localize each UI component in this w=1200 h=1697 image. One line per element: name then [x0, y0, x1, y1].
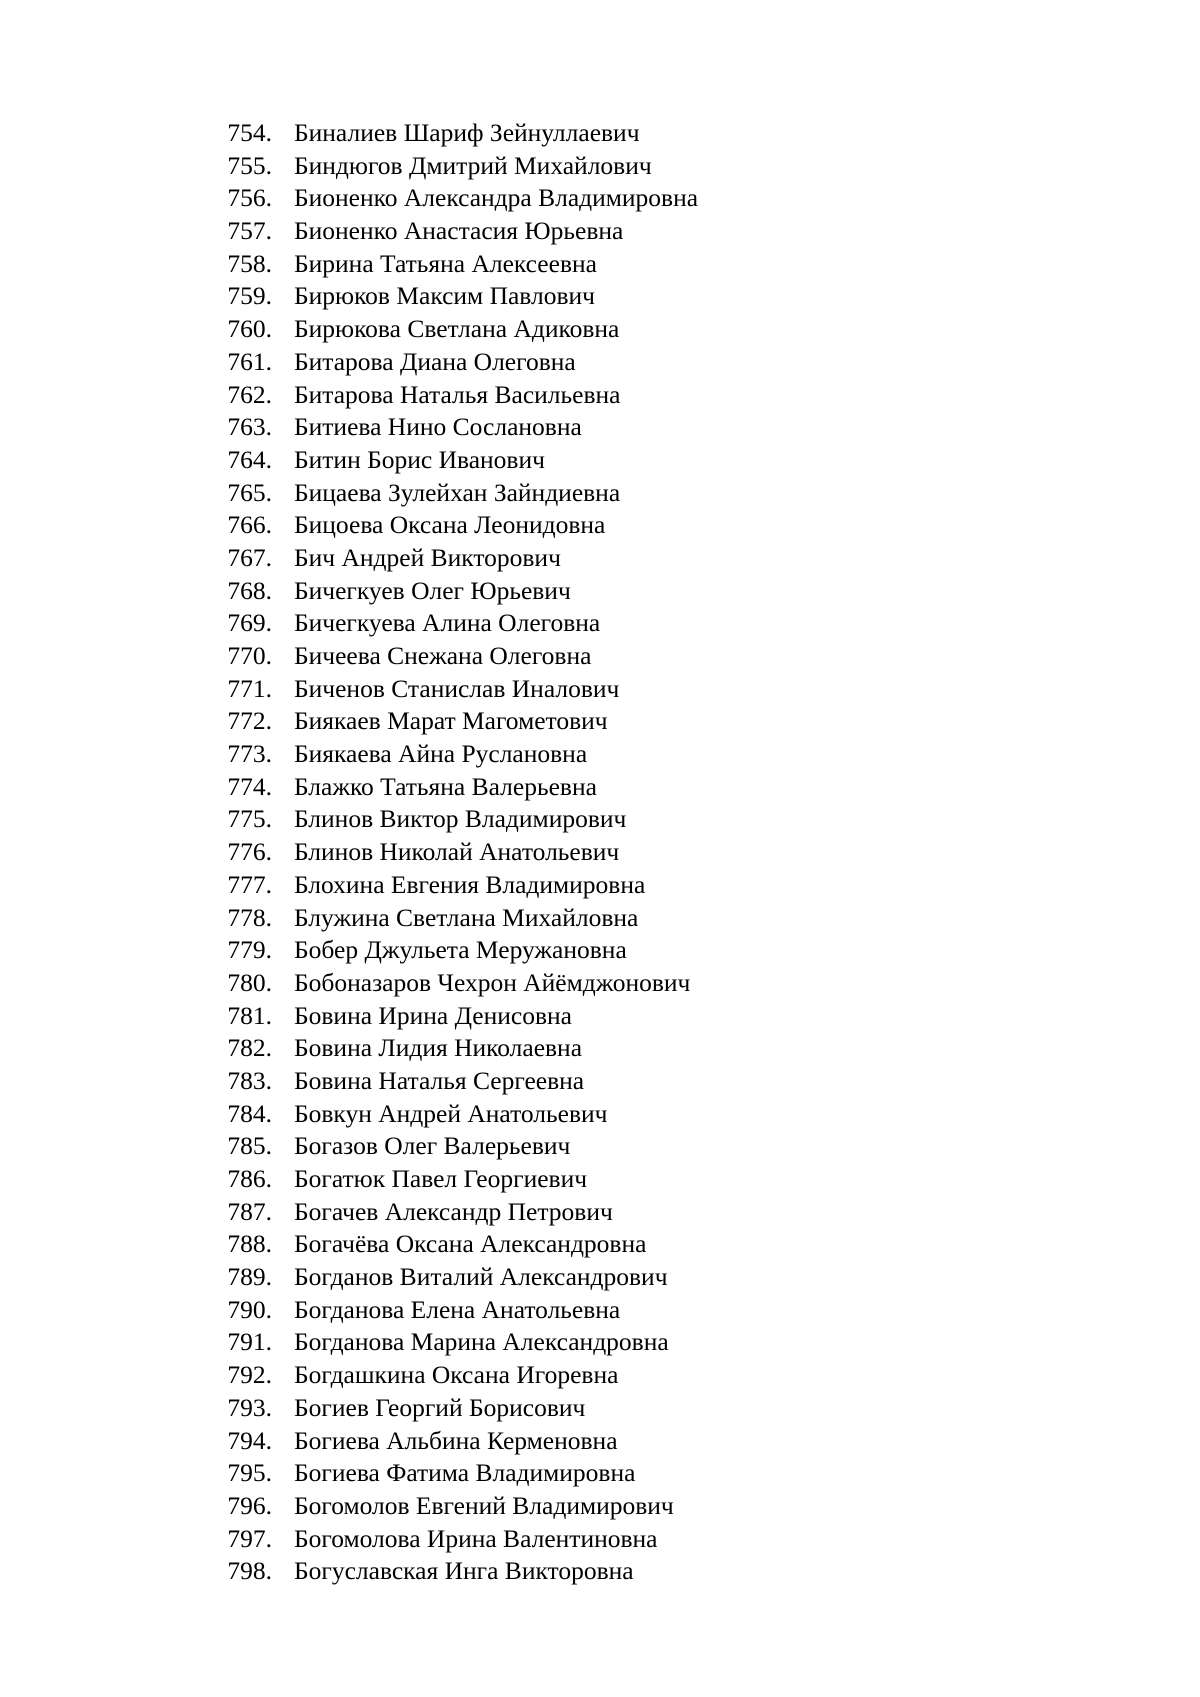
entry-name: Богачев Александр Петрович — [294, 1196, 613, 1226]
entry-number: 768. — [227, 575, 272, 605]
entry-number: 765. — [227, 477, 272, 507]
list-item — [0, 836, 698, 869]
list-item — [0, 1228, 698, 1261]
entry-number: 754. — [227, 118, 272, 147]
list-item — [0, 1261, 698, 1294]
list-item — [0, 1359, 698, 1392]
entry-number: 787. — [227, 1196, 272, 1226]
list-item — [0, 575, 698, 608]
list-item — [0, 1163, 698, 1196]
entry-number: 781. — [227, 1000, 272, 1030]
list-item — [0, 477, 698, 510]
entry-name: Блинов Виктор Владимирович — [294, 804, 627, 834]
list-item — [0, 379, 698, 412]
entry-number: 758. — [227, 248, 272, 278]
entry-number: 763. — [227, 412, 272, 442]
list-item — [0, 248, 698, 281]
entry-number: 773. — [227, 739, 272, 769]
list-item — [0, 411, 698, 444]
name-list — [0, 117, 698, 1588]
entry-number: 792. — [227, 1360, 272, 1390]
entry-number: 775. — [227, 804, 272, 834]
entry-name: Богазов Олег Валерьевич — [294, 1131, 571, 1161]
entry-name: Бичегкуев Олег Юрьевич — [294, 575, 571, 605]
list-item — [0, 803, 698, 836]
list-item — [0, 902, 698, 935]
entry-number: 789. — [227, 1262, 272, 1292]
list-item — [0, 1555, 698, 1588]
list-item — [0, 542, 698, 575]
list-item — [0, 640, 698, 673]
entry-name: Бовина Лидия Николаевна — [294, 1033, 583, 1063]
entry-name: Бовина Ирина Денисовна — [294, 1000, 572, 1030]
entry-name: Блажко Татьяна Валерьевна — [294, 771, 597, 801]
entry-name: Богданова Марина Александровна — [294, 1327, 669, 1357]
entry-name: Богомолов Евгений Владимирович — [294, 1490, 674, 1520]
list-item — [0, 1392, 698, 1425]
list-item — [0, 869, 698, 902]
entry-number: 770. — [227, 641, 272, 670]
entry-name: Богачёва Оксана Александровна — [294, 1229, 647, 1259]
entry-name: Бицоева Оксана Леонидовна — [294, 510, 606, 540]
list-item — [0, 444, 698, 477]
list-item — [0, 934, 698, 967]
entry-name: Блохина Евгения Владимировна — [294, 869, 646, 899]
entry-number: 784. — [227, 1098, 272, 1128]
entry-name: Богомолова Ирина Валентиновна — [294, 1523, 658, 1553]
entry-name: Бичегкуева Алина Олеговна — [294, 608, 601, 638]
entry-number: 766. — [227, 510, 272, 540]
entry-name: Битин Борис Иванович — [294, 444, 545, 474]
list-item — [0, 280, 698, 313]
entry-name: Богатюк Павел Георгиевич — [294, 1164, 588, 1193]
list-item — [0, 738, 698, 771]
entry-number: 769. — [227, 608, 272, 638]
entry-name: Бирюкова Светлана Адиковна — [294, 314, 620, 344]
list-item — [0, 182, 698, 215]
list-item — [0, 509, 698, 542]
entry-name: Бицаева Зулейхан Зайндиевна — [294, 477, 621, 507]
entry-number: 796. — [227, 1490, 272, 1520]
entry-name: Богиев Георгий Борисович — [294, 1392, 586, 1422]
list-item — [0, 1326, 698, 1359]
entry-number: 798. — [227, 1556, 272, 1586]
entry-name: Блинов Николай Анатольевич — [294, 837, 620, 867]
entry-name: Битиева Нино Сослановна — [294, 412, 582, 442]
entry-number: 794. — [227, 1425, 272, 1455]
entry-name: Бионенко Анастасия Юрьевна — [294, 216, 624, 246]
entry-name: Богиева Альбина Керменовна — [294, 1425, 618, 1455]
entry-number: 757. — [227, 216, 272, 246]
entry-number: 764. — [227, 444, 272, 474]
list-item — [0, 1294, 698, 1327]
list-item — [0, 705, 698, 738]
entry-number: 761. — [227, 346, 272, 376]
entry-number: 780. — [227, 967, 272, 997]
entry-number: 795. — [227, 1458, 272, 1488]
entry-name: Бич Андрей Викторович — [294, 542, 561, 572]
entry-name: Бобоназаров Чехрон Айёмджонович — [294, 967, 691, 997]
entry-name: Биякаев Марат Магометович — [294, 706, 608, 736]
entry-name: Бовина Наталья Сергеевна — [294, 1065, 585, 1095]
entry-name: Битарова Диана Олеговна — [294, 346, 576, 376]
list-item — [0, 1000, 698, 1033]
entry-number: 790. — [227, 1294, 272, 1324]
entry-number: 778. — [227, 902, 272, 932]
list-item — [0, 1098, 698, 1131]
list-item — [0, 1490, 698, 1523]
entry-name: Битарова Наталья Васильевна — [294, 379, 621, 409]
entry-name: Биякаева Айна Руслановна — [294, 739, 588, 769]
entry-number: 756. — [227, 183, 272, 213]
entry-name: Богдашкина Оксана Игоревна — [294, 1360, 619, 1390]
entry-number: 783. — [227, 1065, 272, 1095]
entry-number: 793. — [227, 1392, 272, 1422]
list-item — [0, 673, 698, 706]
entry-number: 776. — [227, 837, 272, 867]
entry-name: Бичеева Снежана Олеговна — [294, 641, 592, 670]
entry-number: 760. — [227, 314, 272, 344]
entry-name: Бовкун Андрей Анатольевич — [294, 1098, 608, 1128]
list-item — [0, 1523, 698, 1556]
entry-number: 772. — [227, 706, 272, 736]
list-item — [0, 1425, 698, 1458]
list-item — [0, 967, 698, 1000]
entry-number: 779. — [227, 935, 272, 965]
entry-name: Бирина Татьяна Алексеевна — [294, 248, 597, 278]
entry-number: 767. — [227, 542, 272, 572]
list-item — [0, 346, 698, 379]
entry-name: Биченов Станислав Иналович — [294, 673, 620, 703]
list-item — [0, 215, 698, 248]
list-item — [0, 771, 698, 804]
entry-name: Блужина Светлана Михайловна — [294, 902, 639, 932]
entry-number: 774. — [227, 771, 272, 801]
entry-name: Богуславская Инга Викторовна — [294, 1556, 634, 1586]
list-item — [0, 150, 698, 183]
entry-number: 762. — [227, 379, 272, 409]
entry-number: 771. — [227, 673, 272, 703]
list-item — [0, 1130, 698, 1163]
entry-number: 755. — [227, 150, 272, 180]
entry-name: Бирюков Максим Павлович — [294, 281, 595, 311]
entry-name: Богданов Виталий Александрович — [294, 1262, 668, 1292]
list-item — [0, 1196, 698, 1229]
entry-number: 797. — [227, 1523, 272, 1553]
list-item — [0, 117, 698, 150]
entry-number: 786. — [227, 1164, 272, 1193]
entry-number: 785. — [227, 1131, 272, 1161]
entry-number: 777. — [227, 869, 272, 899]
entry-number: 759. — [227, 281, 272, 311]
entry-name: Биналиев Шариф Зейнуллаевич — [294, 118, 640, 147]
list-item — [0, 1065, 698, 1098]
entry-name: Бобер Джульета Меружановна — [294, 935, 627, 965]
list-item — [0, 607, 698, 640]
list-item — [0, 313, 698, 346]
entry-number: 791. — [227, 1327, 272, 1357]
entry-name: Бионенко Александра Владимировна — [294, 183, 699, 213]
list-item — [0, 1032, 698, 1065]
entry-name: Богданова Елена Анатольевна — [294, 1294, 621, 1324]
entry-number: 782. — [227, 1033, 272, 1063]
list-item — [0, 1457, 698, 1490]
entry-name: Богиева Фатима Владимировна — [294, 1458, 636, 1488]
entry-name: Биндюгов Дмитрий Михайлович — [294, 150, 652, 180]
entry-number: 788. — [227, 1229, 272, 1259]
